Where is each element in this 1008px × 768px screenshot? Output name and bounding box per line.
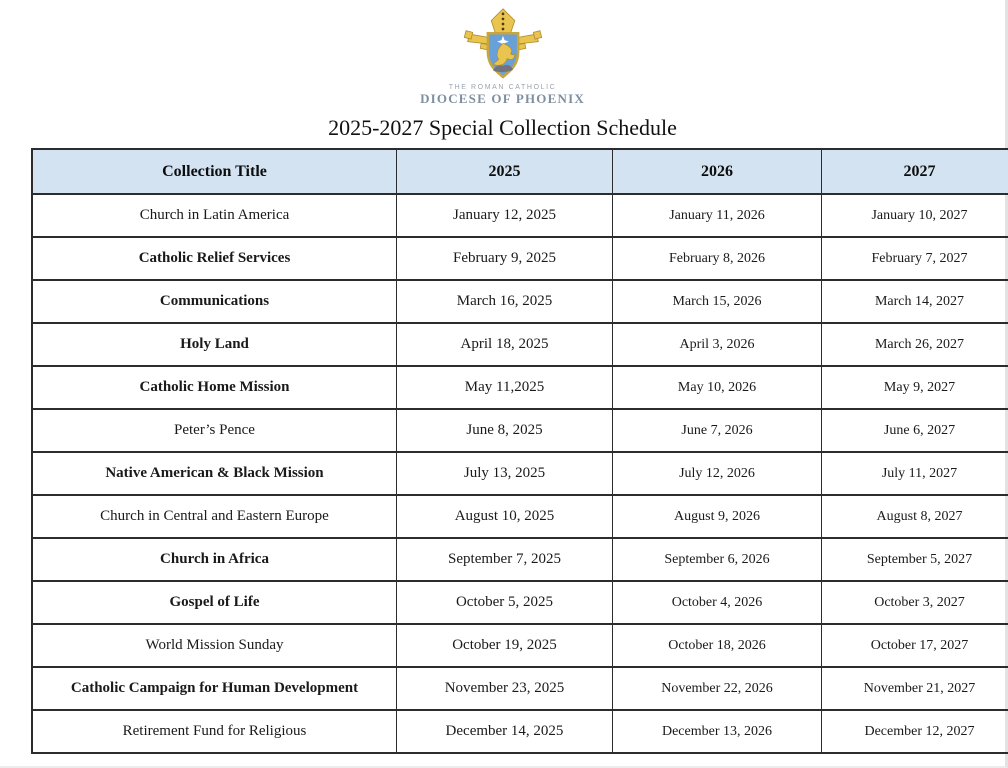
- collection-date-cell: March 15, 2026: [613, 280, 822, 323]
- column-header-2026: 2026: [613, 149, 822, 194]
- collection-date-cell: July 11, 2027: [822, 452, 1008, 495]
- document-header: [0, 8, 1005, 141]
- table-row: [32, 624, 1008, 667]
- collection-date-cell: August 8, 2027: [822, 495, 1008, 538]
- org-name-line2: DIOCESE OF PHOENIX: [420, 91, 585, 106]
- collection-date-cell: February 9, 2025: [397, 237, 613, 280]
- collection-title-cell: Communications: [32, 280, 397, 323]
- table-row: [32, 495, 1008, 538]
- collection-title-cell: Church in Central and Eastern Europe: [32, 495, 397, 538]
- collection-title-cell: Peter’s Pence: [32, 409, 397, 452]
- collection-date-cell: November 21, 2027: [822, 667, 1008, 710]
- collection-title-cell: Catholic Campaign for Human Development: [32, 667, 397, 710]
- column-header-collection-title: Collection Title: [32, 149, 397, 194]
- collection-date-cell: June 6, 2027: [822, 409, 1008, 452]
- table-row: [32, 366, 1008, 409]
- collection-title-cell: World Mission Sunday: [32, 624, 397, 667]
- collection-date-cell: February 7, 2027: [822, 237, 1008, 280]
- collection-title-cell: Holy Land: [32, 323, 397, 366]
- table-row: [32, 194, 1008, 237]
- collection-title-cell: Catholic Home Mission: [32, 366, 397, 409]
- collection-date-cell: December 14, 2025: [397, 710, 613, 753]
- collection-date-cell: October 19, 2025: [397, 624, 613, 667]
- collection-date-cell: August 9, 2026: [613, 495, 822, 538]
- collection-date-cell: April 3, 2026: [613, 323, 822, 366]
- table-row: [32, 667, 1008, 710]
- collection-title-cell: Gospel of Life: [32, 581, 397, 624]
- collection-date-cell: March 26, 2027: [822, 323, 1008, 366]
- collection-date-cell: November 23, 2025: [397, 667, 613, 710]
- collection-date-cell: August 10, 2025: [397, 495, 613, 538]
- collection-date-cell: February 8, 2026: [613, 237, 822, 280]
- table-row: [32, 538, 1008, 581]
- table-row: [32, 280, 1008, 323]
- table-body: [32, 194, 1008, 753]
- collection-date-cell: March 16, 2025: [397, 280, 613, 323]
- table-row: [32, 581, 1008, 624]
- collection-date-cell: July 13, 2025: [397, 452, 613, 495]
- diocese-of-phoenix-crest-logo: [460, 8, 546, 82]
- table-row: [32, 452, 1008, 495]
- collection-date-cell: October 4, 2026: [613, 581, 822, 624]
- collection-date-cell: March 14, 2027: [822, 280, 1008, 323]
- column-header-2025: 2025: [397, 149, 613, 194]
- org-name-line1: THE ROMAN CATHOLIC: [448, 84, 557, 91]
- collection-title-cell: Native American & Black Mission: [32, 452, 397, 495]
- column-header-2027: 2027: [822, 149, 1008, 194]
- collection-date-cell: January 10, 2027: [822, 194, 1008, 237]
- collection-date-cell: January 11, 2026: [613, 194, 822, 237]
- collection-date-cell: May 11,2025: [397, 366, 613, 409]
- collection-date-cell: April 18, 2025: [397, 323, 613, 366]
- collection-date-cell: October 18, 2026: [613, 624, 822, 667]
- collection-date-cell: July 12, 2026: [613, 452, 822, 495]
- collection-date-cell: June 8, 2025: [397, 409, 613, 452]
- collection-schedule-table: [31, 148, 1008, 754]
- collection-title-cell: Retirement Fund for Religious: [32, 710, 397, 753]
- collection-date-cell: October 3, 2027: [822, 581, 1008, 624]
- table-row: [32, 710, 1008, 753]
- collection-date-cell: September 6, 2026: [613, 538, 822, 581]
- table-header-row: [32, 149, 1008, 194]
- collection-date-cell: June 7, 2026: [613, 409, 822, 452]
- collection-date-cell: September 5, 2027: [822, 538, 1008, 581]
- collection-date-cell: January 12, 2025: [397, 194, 613, 237]
- table-row: [32, 237, 1008, 280]
- collection-date-cell: October 5, 2025: [397, 581, 613, 624]
- collection-date-cell: May 9, 2027: [822, 366, 1008, 409]
- collection-date-cell: September 7, 2025: [397, 538, 613, 581]
- collection-title-cell: Church in Africa: [32, 538, 397, 581]
- collection-title-cell: Church in Latin America: [32, 194, 397, 237]
- collection-date-cell: November 22, 2026: [613, 667, 822, 710]
- collection-title-cell: Catholic Relief Services: [32, 237, 397, 280]
- collection-date-cell: May 10, 2026: [613, 366, 822, 409]
- collection-date-cell: October 17, 2027: [822, 624, 1008, 667]
- table-row: [32, 323, 1008, 366]
- table-row: [32, 409, 1008, 452]
- page-title: 2025-2027 Special Collection Schedule: [328, 115, 677, 140]
- collection-date-cell: December 13, 2026: [613, 710, 822, 753]
- collection-date-cell: December 12, 2027: [822, 710, 1008, 753]
